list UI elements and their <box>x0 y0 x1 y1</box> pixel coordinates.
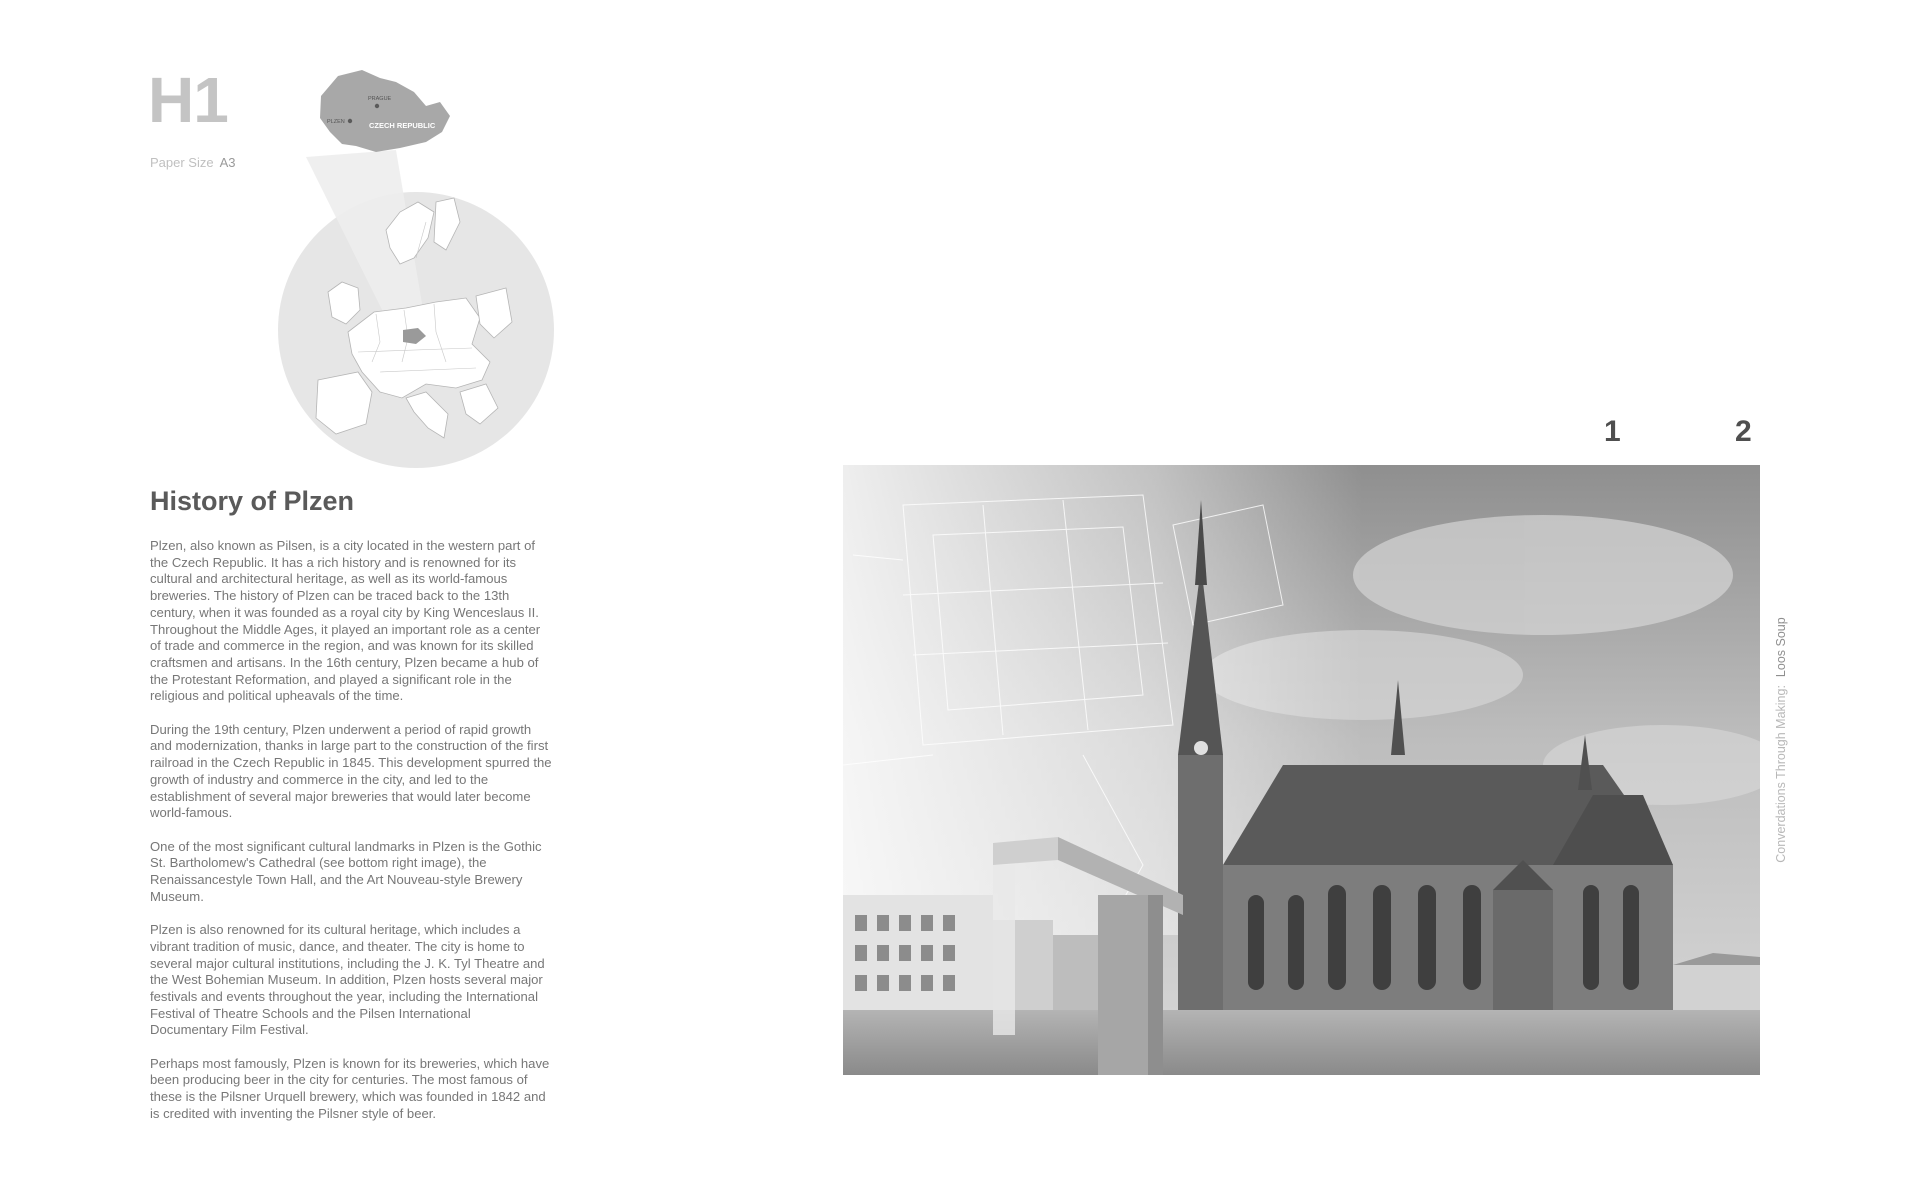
article-title: History of Plzen <box>150 486 355 516</box>
paper-size-value: A3 <box>219 155 236 170</box>
paper-size <box>150 155 236 170</box>
square-ground <box>843 1010 1760 1075</box>
right-buildings <box>1673 953 1760 1015</box>
page-number-left: 1 <box>1604 415 1621 448</box>
article-paragraph: Perhaps most famously, Plzen is known for its breweries, which have been producing beer in the city for centuries. The most famous of these is the Pilsner Urquell brewery, which was founded in 1842 and is credited with inventing the Pilsner style of beer. <box>150 1055 550 1121</box>
cathedral-illustration <box>843 465 1760 1075</box>
series-title: Converdations Through Making: <box>1774 685 1788 863</box>
cathedral-photo <box>843 465 1760 1075</box>
author-name: Loos Soup <box>1774 617 1788 678</box>
article-paragraph: During the 19th century, Plzen underwent a period of rapid growth and modernization, thanks in large part to the construction of the first railroad in the Czech Republic in 1845. This development spurred the growth of industry and commerce in the city, and led to the establishment of several major breweries that would later become world-famous. <box>150 721 552 821</box>
article-paragraph: One of the most significant cultural landmarks in Plzen is the Gothic St. Bartholomew's Cathedral (see bottom right image), the Renaissancestyle Town Hall, and the Art Nouveau-style Brewery Museum. <box>150 838 542 904</box>
article-paragraph: Plzen is also renowned for its cultural heritage, which includes a vibrant tradition of music, dance, and theater. The city is home to several major cultural institutions, including the J. K. Tyl Theatre and the West Bohemian Museum. In addition, Plzen hosts several major festivals and events throughout the year, including the International Festival of Theatre Schools and the Pilsen International Documentary Film Festival. <box>150 922 545 1038</box>
article-body <box>150 538 552 1139</box>
czech-republic-map <box>320 70 450 152</box>
sheet-code: H1 <box>148 64 228 136</box>
paper-size-label: Paper Size <box>150 155 214 170</box>
article-paragraph: Plzen, also known as Pilsen, is a city located in the western part of the Czech Republic. It has a rich history and is renowned for its cultural and architectural heritage, as well as its world-famous breweries. The history of Plzen can be traced back to the 13th century, when it was founded as a royal city by King Wenceslaus II. Throughout the Middle Ages, it played an important role as a center of trade and commerce in the region, and was known for its skilled craftsmen and artisans. In the 16th century, Plzen became a hub of the Protestant Reformation, and played a significant role in the religious and political upheavals of the time. <box>150 538 541 704</box>
plzen-dot <box>348 119 352 123</box>
map-label-prague: PRAGUE <box>368 96 392 102</box>
map-label-country: CZECH REPUBLIC <box>369 121 436 130</box>
map-label-plzen: PLZEN <box>327 119 345 125</box>
prague-dot <box>375 104 379 108</box>
europe-map-graphic <box>276 62 582 468</box>
location-map <box>276 62 582 468</box>
page-number-right: 2 <box>1735 415 1752 448</box>
